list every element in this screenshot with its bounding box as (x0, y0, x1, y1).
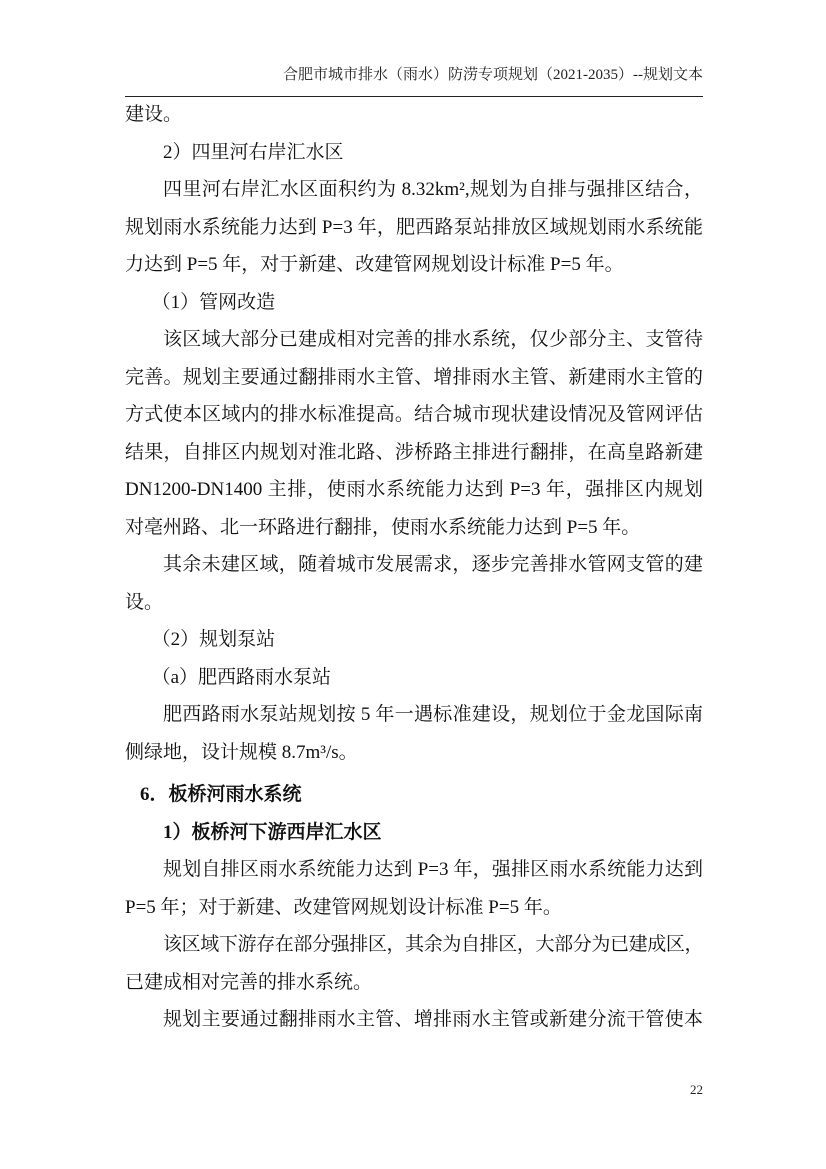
text-line: 规划主要通过翻排雨水主管、增排雨水主管或新建分流干管使本 (163, 1009, 703, 1030)
paragraph (125, 926, 703, 1001)
text-line: 力达到 P=5 年，对于新建、改建管网规划设计标准 P=5 年。 (125, 254, 624, 275)
paragraph (125, 546, 703, 621)
text-line: P=5 年；对于新建、改建管网规划设计标准 P=5 年。 (125, 896, 562, 918)
text-line: 对亳州路、北一环路进行翻排，使雨水系统能力达到 P=5 年。 (125, 516, 641, 538)
item-heading (125, 621, 703, 659)
text-line: 其余未建区域，随着城市发展需求，逐步完善排水管网支管的建 (163, 554, 703, 575)
paragraph-continued (125, 96, 703, 134)
paragraph (125, 851, 703, 926)
text-line: 规划雨水系统能力达到 P=3 年，肥西路泵站排放区域规划雨水系统能 (125, 216, 703, 238)
heading-text: （2）规划泵站 (151, 629, 276, 650)
subsection-heading (125, 134, 703, 172)
text-line: 结果，自排区内规划对淮北路、涉桥路主排进行翻排，在高皇路新建 (125, 441, 703, 463)
heading-text: （1）管网改造 (151, 291, 276, 313)
heading-text: 6．板桥河雨水系统 (140, 784, 302, 805)
text-line: 侧绿地，设计规模 8.7m³/s。 (125, 741, 358, 763)
page-header (125, 60, 703, 96)
item-heading (125, 659, 703, 697)
paragraph-continues (125, 1001, 703, 1039)
text-line: 该区域大部分已建成相对完善的排水系统，仅少部分主、支管待 (163, 329, 703, 350)
heading-text: （a）肥西路雨水泵站 (151, 666, 332, 688)
paragraph (125, 696, 703, 771)
text-line: 已建成相对完善的排水系统。 (125, 971, 373, 993)
text-line: DN1200-DN1400 主排，使雨水系统能力达到 P=3 年，强排区内规划 (125, 479, 703, 500)
page-number: 22 (690, 1082, 703, 1097)
text-line: 肥西路雨水泵站规划按 5 年一遇标准建设，规划位于金龙国际南 (163, 704, 703, 725)
paragraph (125, 171, 703, 284)
text-line: 规划自排区雨水系统能力达到 P=3 年，强排区雨水系统能力达到 (163, 859, 703, 880)
text-line: 该区域下游存在部分强排区，其余为自排区，大部分为已建成区， (163, 934, 703, 955)
paragraph (125, 321, 703, 546)
section-heading (125, 776, 703, 814)
text-line: 设。 (125, 591, 164, 613)
item-heading (125, 284, 703, 322)
text-line: 方式使本区域内的排水标准提高。结合城市现状建设情况及管网评估 (125, 404, 703, 425)
document-body (125, 96, 703, 1039)
document-title: 合肥市城市排水（雨水）防涝专项规划（2021-2035）--规划文本 (283, 67, 703, 83)
text-line: 四里河右岸汇水区面积约为 8.32km²,规划为自排与强排区结合， (163, 179, 703, 200)
text-line: 完善。规划主要通过翻排雨水主管、增排雨水主管、新建雨水主管的 (125, 366, 703, 388)
subsection-heading (125, 814, 703, 852)
heading-text: 2）四里河右岸汇水区 (163, 141, 344, 163)
text-line: 建设。 (125, 104, 183, 125)
heading-text: 1）板桥河下游西岸汇水区 (163, 821, 382, 843)
